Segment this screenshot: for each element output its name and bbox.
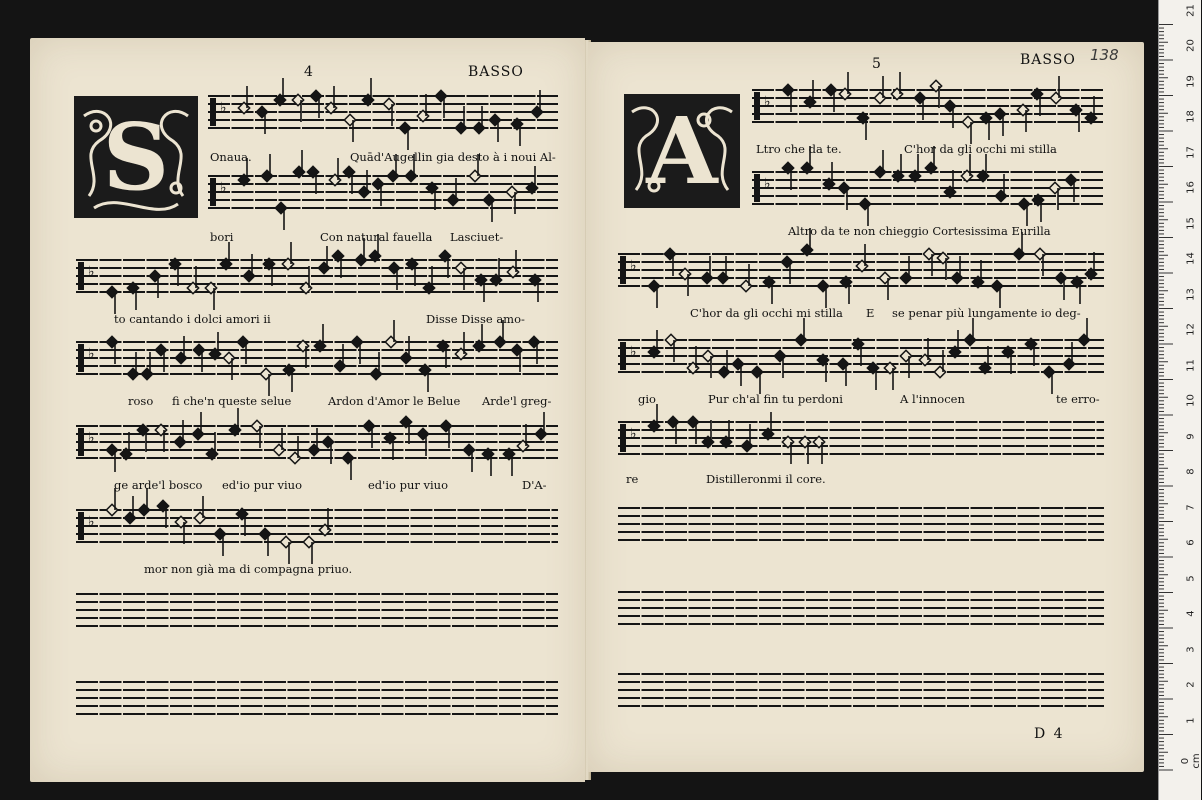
note-head bbox=[237, 336, 248, 347]
note-head bbox=[923, 248, 934, 259]
note-head bbox=[400, 352, 411, 363]
clef-mark bbox=[210, 178, 216, 206]
note-head bbox=[260, 368, 271, 379]
note-head bbox=[322, 436, 333, 447]
note-head bbox=[483, 194, 494, 205]
lyric-line: se penar più lungamente io deg- bbox=[892, 306, 1081, 320]
note-head bbox=[914, 92, 925, 103]
note-head bbox=[1049, 182, 1060, 193]
note-head bbox=[141, 368, 152, 379]
note-head bbox=[124, 512, 135, 523]
ruler-label: 13 bbox=[1185, 287, 1197, 301]
flat-sign: ♭ bbox=[764, 176, 771, 192]
clef-mark bbox=[210, 98, 216, 126]
note-head bbox=[781, 256, 792, 267]
clef-mark bbox=[620, 256, 626, 284]
initial-letter-s: S bbox=[102, 103, 170, 211]
flat-sign: ♭ bbox=[220, 100, 227, 116]
ruler-label: 20 bbox=[1185, 39, 1197, 52]
right-page-number: 5 bbox=[872, 56, 882, 72]
note-head bbox=[531, 106, 542, 117]
note-head bbox=[702, 350, 713, 361]
note-head bbox=[774, 350, 785, 361]
clef-mark bbox=[78, 428, 84, 456]
ruler-label: 12 bbox=[1185, 323, 1197, 336]
flat-sign: ♭ bbox=[88, 264, 95, 280]
lyric-line: re bbox=[626, 472, 639, 486]
music-staff bbox=[618, 674, 1104, 706]
note-head bbox=[275, 202, 286, 213]
lyric-line: Ltro che da te. bbox=[756, 142, 842, 156]
note-head bbox=[289, 452, 300, 463]
note-head bbox=[469, 170, 480, 181]
ruler-label: 14 bbox=[1185, 252, 1197, 265]
ruler-label: 3 bbox=[1185, 645, 1197, 653]
note-head bbox=[994, 108, 1005, 119]
note-head bbox=[535, 428, 546, 439]
flat-sign: ♭ bbox=[88, 514, 95, 530]
note-head bbox=[473, 122, 484, 133]
lyric-line: C'hor da gli occhi mi stilla bbox=[904, 142, 1057, 156]
note-head bbox=[106, 336, 117, 347]
ruler-label: 17 bbox=[1185, 145, 1197, 159]
note-head bbox=[494, 336, 505, 347]
note-head bbox=[193, 344, 204, 355]
note-head bbox=[334, 360, 345, 371]
note-head bbox=[838, 182, 849, 193]
note-head bbox=[511, 344, 522, 355]
initial-letter-a: A bbox=[646, 97, 718, 205]
note-head bbox=[667, 416, 678, 427]
ruler-label: 10 bbox=[1185, 394, 1197, 407]
note-head bbox=[944, 100, 955, 111]
note-head bbox=[701, 272, 712, 283]
note-head bbox=[214, 528, 225, 539]
lyric-line: Pur ch'al fin tu perdoni bbox=[708, 392, 843, 406]
ruler-label: 18 bbox=[1185, 110, 1197, 123]
ruler-label: 11 bbox=[1185, 358, 1197, 372]
note-head bbox=[1018, 198, 1029, 209]
note-head bbox=[859, 198, 870, 209]
ruler-label: 15 bbox=[1185, 216, 1197, 230]
note-head bbox=[934, 366, 945, 377]
lyric-line: E bbox=[866, 306, 875, 320]
flat-sign: ♭ bbox=[88, 430, 95, 446]
note-head bbox=[455, 122, 466, 133]
note-head bbox=[489, 114, 500, 125]
lyric-line: Disse Disse amo- bbox=[426, 312, 525, 326]
note-head bbox=[447, 194, 458, 205]
note-head bbox=[243, 270, 254, 281]
flat-sign: ♭ bbox=[220, 180, 227, 196]
note-head bbox=[1043, 366, 1054, 377]
note-head bbox=[344, 114, 355, 125]
left-page-number: 4 bbox=[304, 64, 314, 80]
clef-mark bbox=[620, 424, 626, 452]
note-head bbox=[174, 436, 185, 447]
lyric-line: A l'innocen bbox=[900, 392, 965, 406]
lyric-line: C'hor da gli occhi mi stilla bbox=[690, 306, 843, 320]
note-head bbox=[106, 504, 117, 515]
note-head bbox=[951, 272, 962, 283]
ruler-label: 4 bbox=[1185, 610, 1197, 617]
lyric-line: Con natural fauella bbox=[320, 230, 433, 244]
ruler-label: 1 bbox=[1185, 716, 1197, 724]
flat-sign: ♭ bbox=[88, 346, 95, 362]
note-head bbox=[303, 536, 314, 547]
note-head bbox=[363, 420, 374, 431]
note-head bbox=[900, 350, 911, 361]
note-head bbox=[687, 416, 698, 427]
note-head bbox=[506, 186, 517, 197]
ruler-label: 19 bbox=[1185, 74, 1197, 88]
clef-mark bbox=[78, 262, 84, 290]
clef-mark bbox=[754, 92, 760, 120]
ruler-label: 9 bbox=[1185, 432, 1197, 440]
note-head bbox=[665, 334, 676, 345]
lyric-line: Altro da te non chieggio Cortesissima Eurilla bbox=[788, 224, 1051, 238]
note-head bbox=[751, 366, 762, 377]
note-head bbox=[310, 90, 321, 101]
note-head bbox=[1078, 334, 1089, 345]
right-music-staves bbox=[588, 42, 1144, 772]
note-head bbox=[273, 444, 284, 455]
music-staff bbox=[76, 408, 558, 480]
lyric-line: Lasciuet- bbox=[450, 230, 504, 244]
ruler-label: 8 bbox=[1185, 468, 1197, 475]
note-head bbox=[192, 428, 203, 439]
lyric-line: Quād'Augellin gia desto à i noui Al- bbox=[350, 150, 556, 164]
music-staff bbox=[76, 682, 558, 714]
note-head bbox=[740, 280, 751, 291]
note-head bbox=[874, 166, 885, 177]
lyric-line: D'A- bbox=[522, 478, 547, 492]
note-head bbox=[1065, 174, 1076, 185]
ruler-label: 7 bbox=[1185, 503, 1197, 511]
note-head bbox=[138, 504, 149, 515]
note-head bbox=[308, 444, 319, 455]
note-head bbox=[149, 270, 160, 281]
lyric-line: to cantando i dolci amori ii bbox=[114, 312, 271, 326]
clef-mark bbox=[620, 342, 626, 370]
music-staff bbox=[618, 508, 1104, 540]
note-head bbox=[175, 352, 186, 363]
note-head bbox=[417, 428, 428, 439]
ruler-label: 16 bbox=[1185, 181, 1197, 194]
note-head bbox=[991, 280, 1002, 291]
note-head bbox=[223, 352, 234, 363]
note-head bbox=[259, 528, 270, 539]
note-head bbox=[825, 84, 836, 95]
note-head bbox=[664, 248, 675, 259]
music-staff bbox=[618, 228, 1104, 308]
clef-mark bbox=[754, 174, 760, 202]
music-staff bbox=[76, 234, 558, 314]
note-head bbox=[837, 358, 848, 369]
note-head bbox=[342, 452, 353, 463]
music-staff bbox=[618, 404, 838, 464]
note-head bbox=[732, 358, 743, 369]
lyric-line: gio bbox=[638, 392, 656, 406]
note-head bbox=[358, 186, 369, 197]
note-head bbox=[405, 170, 416, 181]
lyric-line: ed'io pur viuo bbox=[222, 478, 303, 492]
music-staff bbox=[208, 78, 558, 150]
lyric-line: ge arde'l bosco bbox=[114, 478, 203, 492]
note-head bbox=[962, 116, 973, 127]
note-head bbox=[817, 280, 828, 291]
note-head bbox=[318, 262, 329, 273]
flat-sign: ♭ bbox=[630, 258, 637, 274]
lyric-line: bori bbox=[210, 230, 234, 244]
music-staff bbox=[752, 72, 1104, 144]
lyric-line: te erro- bbox=[1056, 392, 1100, 406]
lyric-line: ed'io pur viuo bbox=[368, 478, 449, 492]
music-staff bbox=[838, 422, 1104, 454]
note-head bbox=[261, 170, 272, 181]
clef-mark bbox=[78, 512, 84, 540]
note-head bbox=[718, 366, 729, 377]
flat-sign: ♭ bbox=[630, 344, 637, 360]
right-page bbox=[588, 42, 1144, 772]
flat-sign: ♭ bbox=[764, 94, 771, 110]
music-staff bbox=[76, 488, 340, 564]
lyric-line: Distilleronmi il core. bbox=[706, 472, 826, 486]
note-head bbox=[106, 286, 117, 297]
left-part-name: BASSO bbox=[468, 64, 524, 80]
lyric-line: Onaua. bbox=[210, 150, 252, 164]
note-head bbox=[741, 440, 752, 451]
pencil-folio-number: 138 bbox=[1090, 46, 1119, 64]
note-head bbox=[127, 368, 138, 379]
music-staff bbox=[752, 146, 1104, 226]
clef-mark bbox=[78, 344, 84, 372]
note-head bbox=[1055, 272, 1066, 283]
flat-sign: ♭ bbox=[630, 426, 637, 442]
note-head bbox=[251, 420, 262, 431]
note-head bbox=[385, 336, 396, 347]
note-head bbox=[256, 106, 267, 117]
note-head bbox=[1034, 248, 1045, 259]
note-head bbox=[194, 512, 205, 523]
note-head bbox=[900, 272, 911, 283]
ruler-label: 21 bbox=[1185, 3, 1197, 17]
note-head bbox=[455, 262, 466, 273]
note-head bbox=[795, 334, 806, 345]
note-head bbox=[717, 272, 728, 283]
lyric-line: Ardon d'Amor le Belue bbox=[328, 394, 461, 408]
note-head bbox=[440, 420, 451, 431]
left-page bbox=[30, 38, 585, 782]
note-head bbox=[964, 334, 975, 345]
ruler-label: 6 bbox=[1185, 539, 1197, 546]
lyric-line: Arde'l greg- bbox=[482, 394, 552, 408]
ruler-label: 5 bbox=[1185, 574, 1197, 582]
ruler-label: 2 bbox=[1185, 681, 1197, 688]
music-staff bbox=[618, 318, 1104, 394]
note-head bbox=[280, 536, 291, 547]
note-head bbox=[106, 444, 117, 455]
music-staff bbox=[618, 592, 1104, 624]
note-head bbox=[782, 84, 793, 95]
note-head bbox=[879, 272, 890, 283]
note-head bbox=[874, 92, 885, 103]
ruler-label: 0 cm bbox=[1180, 753, 1202, 769]
music-staff bbox=[340, 510, 558, 542]
music-staff bbox=[76, 320, 558, 396]
note-head bbox=[388, 262, 399, 273]
signature-mark: D 4 bbox=[1034, 726, 1065, 742]
note-head bbox=[355, 254, 366, 265]
music-staff bbox=[76, 594, 558, 626]
note-head bbox=[387, 170, 398, 181]
lyric-line: mor non già ma di compagna priuo. bbox=[144, 562, 353, 576]
note-head bbox=[383, 98, 394, 109]
note-head bbox=[155, 344, 166, 355]
note-head bbox=[995, 190, 1006, 201]
measurement-ruler bbox=[1158, 0, 1201, 800]
lyric-line: roso bbox=[128, 394, 154, 408]
note-head bbox=[351, 336, 362, 347]
note-head bbox=[1050, 92, 1061, 103]
note-head bbox=[463, 444, 474, 455]
note-head bbox=[399, 122, 410, 133]
note-head bbox=[370, 368, 381, 379]
note-head bbox=[648, 280, 659, 291]
note-head bbox=[528, 336, 539, 347]
note-head bbox=[1063, 358, 1074, 369]
right-part-name: BASSO bbox=[1020, 52, 1076, 68]
note-head bbox=[372, 178, 383, 189]
note-head bbox=[1013, 248, 1024, 259]
lyric-line: fi che'n queste selue bbox=[172, 394, 292, 408]
note-head bbox=[435, 90, 446, 101]
